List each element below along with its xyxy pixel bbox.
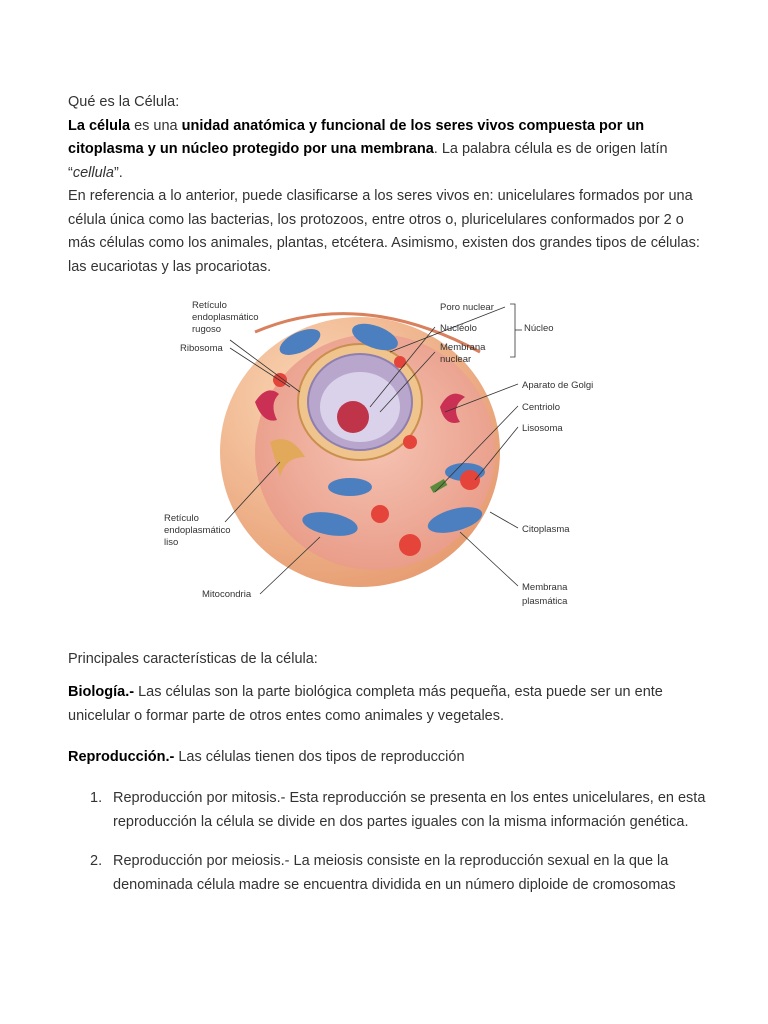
definition-bold-1: La célula [68,117,131,134]
intro-block [68,91,708,279]
label-reticulo-rugoso-3: rugoso [192,324,222,335]
reproduccion-text: Las células tienen dos tipos de reproducción [174,749,465,765]
definition-text-2: . La palabra célula es de origen latín “ [68,141,668,181]
label-nucleolo: Nucléolo [440,323,477,334]
list-item [68,850,708,897]
reproduccion-label: Reproducción.- [68,749,175,765]
label-reticulo-liso-1: Retículo [164,513,199,524]
biologia-text: Las células son la parte biológica completa más pequeña, esta puede ser un ente unicelular o formar parte de otros entes como animales y vegetales. [68,684,663,724]
label-membrana-nuclear-2: nuclear [440,354,472,365]
list-item-number: 2. [90,853,103,869]
reproduccion-paragraph [68,746,708,770]
definition-bold-2: unidad anatómica y funcional de los seres vivos compuesta por un citoplasma y un núcleo protegido por una membrana [68,117,645,157]
label-ribosoma: Ribosoma [180,343,223,354]
label-membrana-nuclear-1: Membrana [440,342,486,353]
definition-text-1: es una [130,117,182,134]
reproduction-list [68,787,708,913]
definition-paragraph [68,115,708,186]
label-centriolo: Centriolo [522,402,561,413]
list-item-number: 1. [90,790,103,806]
label-nucleo: Núcleo [524,323,554,334]
label-membrana-plasmatica-1: Membrana [522,582,568,593]
biologia-label: Biología.- [68,684,135,700]
biologia-paragraph [68,681,708,728]
definition-text-3: ”. [113,164,123,181]
classification-paragraph: En referencia a lo anterior, puede clasificarse a los seres vivos en: unicelulares formados por una célula única como las bacterias, los protozoos, entre otros o, pluricelulares conformados por 2 o más células como los animales, plantas, etcétera. Asimismo, existen dos grandes tipos de células: las eucariotas y las procariotas. [68,188,700,275]
label-poro-nuclear: Poro nuclear [440,302,494,313]
label-mitocondria: Mitocondria [202,589,252,600]
label-membrana-plasmatica-2: plasmática [522,596,568,607]
label-reticulo-rugoso-1: Retículo [192,300,227,311]
label-aparato-golgi: Aparato de Golgi [522,380,594,391]
section-title: Principales características de la célula: [68,651,318,667]
list-item-text: Reproducción por mitosis.- Esta reproducción se presenta en los entes unicelulares, en esta reproducción la célula se divide en dos partes iguales con la misma información genética. [113,790,706,830]
label-reticulo-liso-3: liso [164,537,179,548]
page-heading: Qué es la Célula: [68,94,180,110]
nucleolus-shape [337,401,369,433]
definition-italic: cellula [72,164,114,181]
label-reticulo-liso-2: endoplasmático [164,525,231,536]
label-citoplasma: Citoplasma [522,524,570,535]
label-reticulo-rugoso-2: endoplasmático [192,312,259,323]
list-item [68,787,708,834]
label-lisosoma: Lisosoma [522,423,563,434]
list-item-text: Reproducción por meiosis.- La meiosis consiste en la reproducción sexual en la que la denominada célula madre se encuentra dividida en un número diploide de cromosomas [113,853,676,893]
cell-diagram [160,292,600,612]
